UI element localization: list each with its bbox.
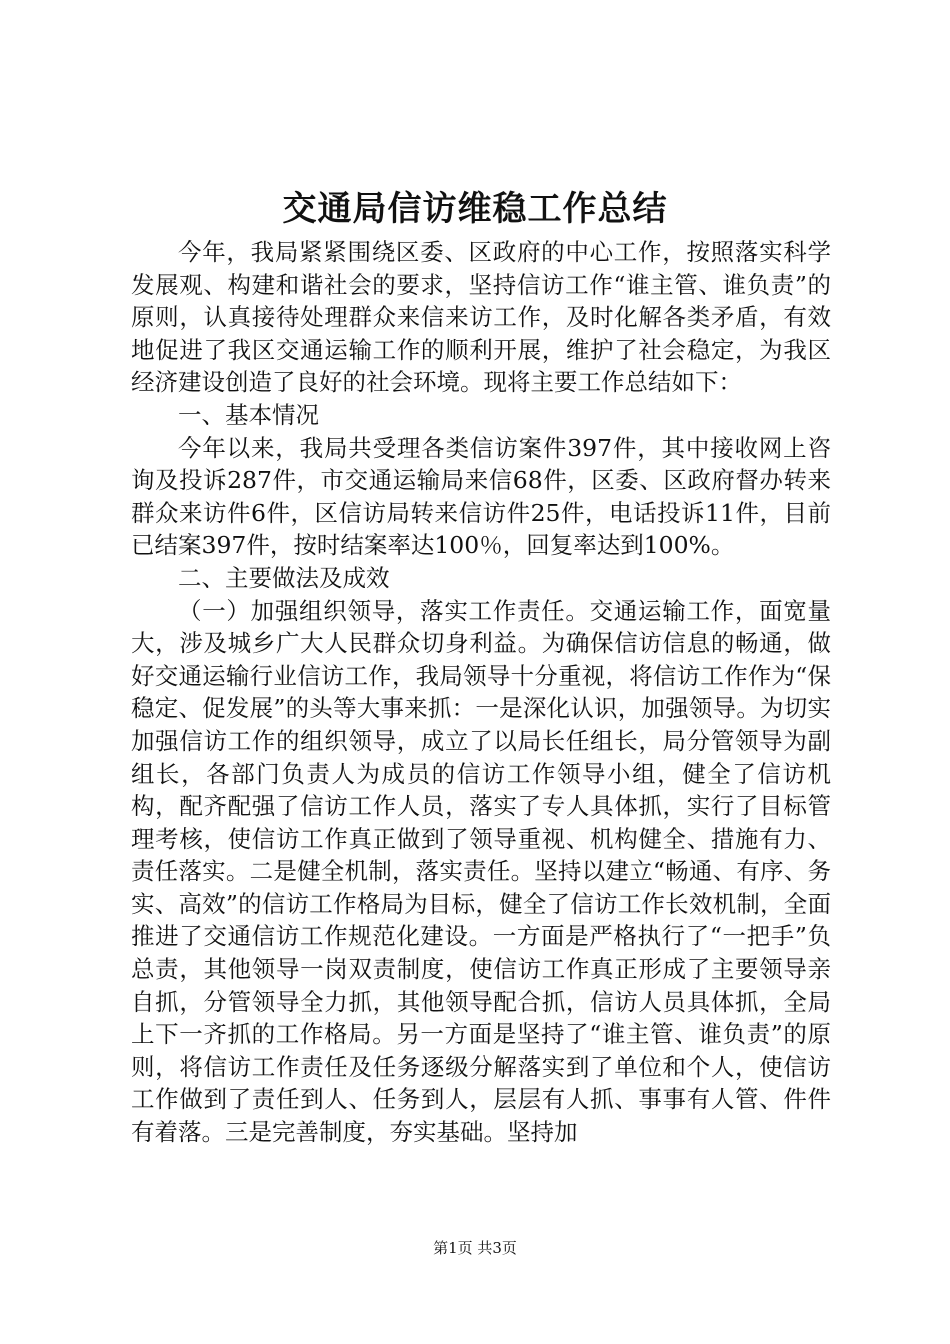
page-number-footer: 第1页 共3页 (433, 1239, 517, 1257)
section-heading-basic-situation: 一、基本情况 (178, 400, 319, 429)
paragraph-basic-situation: 今年以来，我局共受理各类信访案件397件，其中接收网上咨询及投诉287件，市交通运输局来信68件，区委、区政府督办转来群众来访件6件，区信访局转来信访件25件，电话投诉11件，目前已结案397件，按时结案率达100％，回复率达到100%。 (131, 433, 831, 560)
paragraph-organization-leadership: （一）加强组织领导，落实工作责任。交通运输工作，面宽量大，涉及城乡广大人民群众切身利益。为确保信访信息的畅通，做好交通运输行业信访工作，我局领导十分重视，将信访工作作为“保稳定、促发展”的头等大事来抓：一是深化认识，加强领导。为切实加强信访工作的组织领导，成立了以局长任组长，局分管领导为副组长，各部门负责人为成员的信访工作领导小组，健全了信访机构，配齐配强了信访工作人员，落实了专人具体抓，实行了目标管理考核，使信访工作真正做到了领导重视、机构健全、措施有力、责任落实。二是健全机制，落实责任。坚持以建立“畅通、有序、务实、高效”的信访工作格局为目标，健全了信访工作长效机制，全面推进了交通信访工作规范化建设。一方面是严格执行了“一把手”负总责，其他领导一岗双责制度，使信访工作真正形成了主要领导亲自抓，分管领导全力抓，其他领导配合抓，信访人员具体抓，全局上下一齐抓的工作格局。另一方面是坚持了“谁主管、谁负责”的原则，将信访工作责任及任务逐级分解落实到了单位和个人，使信访工作做到了责任到人、任务到人，层层有人抓、事事有人管、件件有着落。三是完善制度，夯实基础。坚持加 (131, 596, 831, 1147)
paragraph-intro: 今年，我局紧紧围绕区委、区政府的中心工作，按照落实科学发展观、构建和谐社会的要求，坚持信访工作“谁主管、谁负责”的原则，认真接待处理群众来信来访工作，及时化解各类矛盾，有效地促进了我区交通运输工作的顺利开展，维护了社会稳定，为我区经济建设创造了良好的社会环境。现将主要工作总结如下： (131, 238, 831, 397)
section-heading-main-practices: 二、主要做法及成效 (178, 563, 390, 592)
document-title: 交通局信访维稳工作总结 (282, 189, 668, 229)
document-body (131, 236, 831, 1149)
